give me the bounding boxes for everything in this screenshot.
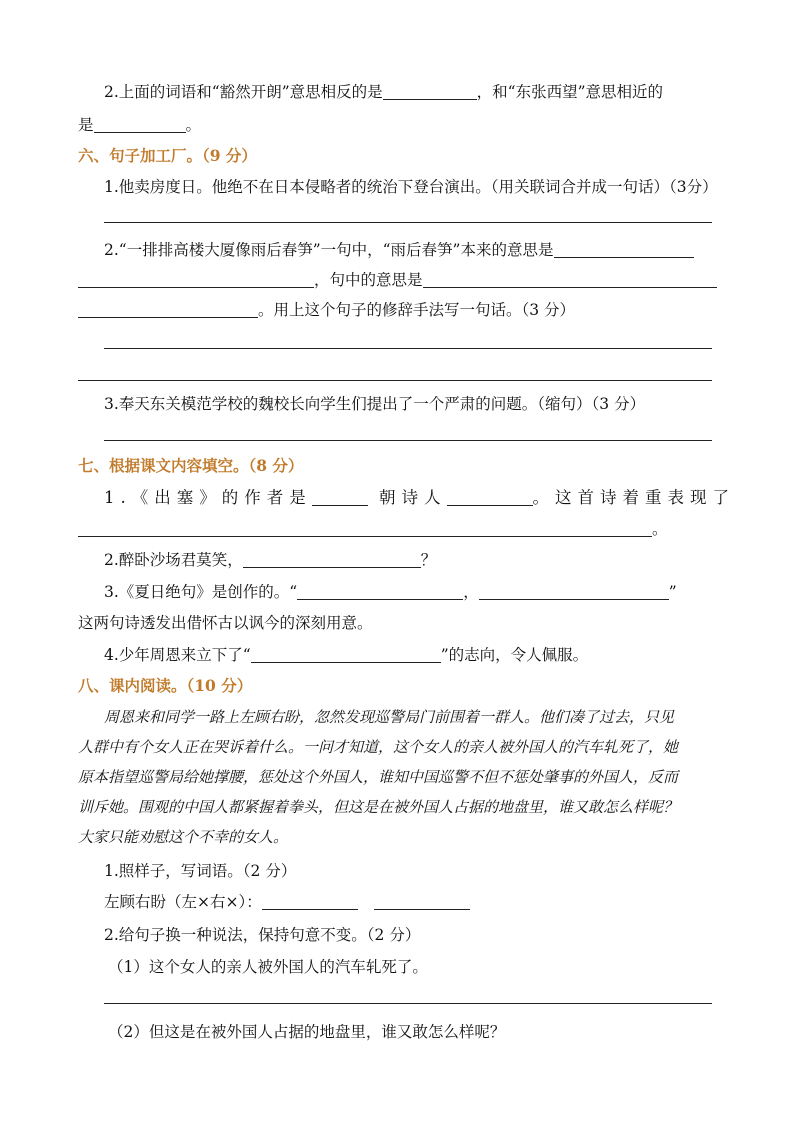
q5-line1 <box>104 82 663 102</box>
passage-line: 原本指望巡警局给她撑腰，惩处这个外国人，谁知中国巡警不但不惩处肇事的外国人，反而 <box>78 768 679 786</box>
answer-blank[interactable] <box>554 241 694 258</box>
q5-line2 <box>78 115 201 135</box>
passage-line: 大家只能劝慰这个不幸的女人。 <box>78 828 289 846</box>
s6-q1: 1.他卖房度日。他绝不在日本侵略者的统治下登台演出。（用关联词合并成一句话）（3分） <box>104 178 718 196</box>
s6-q2-line1 <box>104 240 694 260</box>
answer-line[interactable] <box>104 1003 712 1004</box>
q5-line2-text-a: 是 <box>78 116 94 134</box>
answer-blank[interactable] <box>297 583 463 600</box>
s6-q2-line2 <box>78 270 717 290</box>
passage-line: 训斥她。围观的中国人都紧握着拳头，但这是在被外国人占据的地盘里，谁又敢怎么样呢？ <box>78 798 679 816</box>
answer-blank[interactable] <box>479 583 669 600</box>
answer-line[interactable] <box>104 222 712 223</box>
s7-q1-text-a: 1.《出塞》的作者是 <box>104 488 312 507</box>
section-7-heading: 七、根据课文内容填空。（8 分） <box>78 456 304 475</box>
s7-q3-line1 <box>104 582 677 602</box>
s7-q4-text-a: 4.少年周恩来立下了“ <box>104 646 251 664</box>
s7-q1-text-c: 。这首诗着重表现了 <box>532 488 735 507</box>
s7-q2 <box>104 550 436 570</box>
answer-line[interactable] <box>104 348 712 349</box>
answer-blank[interactable] <box>423 271 717 288</box>
s7-q2-text-b: ？ <box>420 551 437 569</box>
q5-line1-text-a: 2.上面的词语和“豁然开朗”意思相反的是 <box>104 83 383 101</box>
s6-q3: 3.奉天东关模范学校的魏校长向学生们提出了一个严肃的问题。（缩句）（3 分） <box>104 395 646 413</box>
s8-q1: 1.照样子，写词语。（2 分） <box>104 862 297 880</box>
s7-q1-end: 。 <box>652 520 668 538</box>
s6-q2-line3 <box>78 300 575 320</box>
s6-q2-line2-text: ，句中的意思是 <box>314 271 423 289</box>
s7-q2-text-a: 2.醉卧沙场君莫笑， <box>104 551 243 569</box>
s8-q1-example <box>104 892 470 912</box>
s8-q2-2: （2）但这是在被外国人占据的地盘里，谁又敢怎么样呢？ <box>108 1023 506 1041</box>
answer-blank[interactable] <box>374 893 470 910</box>
s8-q2-1: （1）这个女人的亲人被外国人的汽车轧死了。 <box>108 958 428 976</box>
s7-q4 <box>104 645 588 665</box>
answer-blank[interactable] <box>251 646 441 663</box>
s7-q3-text-b: ， <box>463 583 479 601</box>
answer-blank[interactable] <box>78 520 652 537</box>
passage-line: 人群中有个女人正在哭诉着什么。一问才知道，这个女人的亲人被外国人的汽车轧死了，她 <box>78 738 679 756</box>
s7-q4-text-b: ”的志向，令人佩服。 <box>440 646 589 664</box>
s7-q1-line1 <box>104 488 735 508</box>
s8-q2: 2.给句子换一种说法，保持句意不变。（2 分） <box>104 926 421 944</box>
answer-line[interactable] <box>78 380 712 381</box>
q5-line1-text-b: ，和“东张西望”意思相近的 <box>476 83 663 101</box>
s6-q2-line3-text: 。用上这个句子的修辞手法写一句话。（3 分） <box>258 301 576 319</box>
answer-blank[interactable] <box>78 271 314 288</box>
s7-q3-line2: 这两句诗透发出借怀古以讽今的深刻用意。 <box>78 614 373 632</box>
s8-q1-example-text: 左顾右盼（左×右×）： <box>104 893 262 911</box>
answer-blank[interactable] <box>312 489 368 506</box>
answer-blank[interactable] <box>94 116 186 133</box>
reading-passage <box>78 702 718 852</box>
section-8-heading: 八、课内阅读。（10 分） <box>78 676 253 695</box>
answer-blank[interactable] <box>78 301 258 318</box>
s7-q3-text-c: ” <box>668 583 677 601</box>
s6-q2-line1-text: 2.“一排排高楼大厦像雨后春笋”一句中，“雨后春笋”本来的意思是 <box>104 241 554 259</box>
q5-line2-text-b: 。 <box>185 116 202 134</box>
section-6-heading: 六、句子加工厂。（9 分） <box>78 146 257 165</box>
answer-blank[interactable] <box>383 83 477 100</box>
s7-q1-line2 <box>78 519 668 539</box>
answer-blank[interactable] <box>447 489 533 506</box>
passage-line: 周恩来和同学一路上左顾右盼，忽然发现巡警局门前围着一群人。他们凑了过去，只见 <box>104 708 675 726</box>
answer-blank[interactable] <box>243 551 421 568</box>
s7-q3-text-a: 3.《夏日绝句》是创作的。“ <box>104 583 298 601</box>
answer-blank[interactable] <box>262 893 358 910</box>
s7-q1-text-b: 朝诗人 <box>379 488 447 507</box>
answer-line[interactable] <box>104 440 712 441</box>
